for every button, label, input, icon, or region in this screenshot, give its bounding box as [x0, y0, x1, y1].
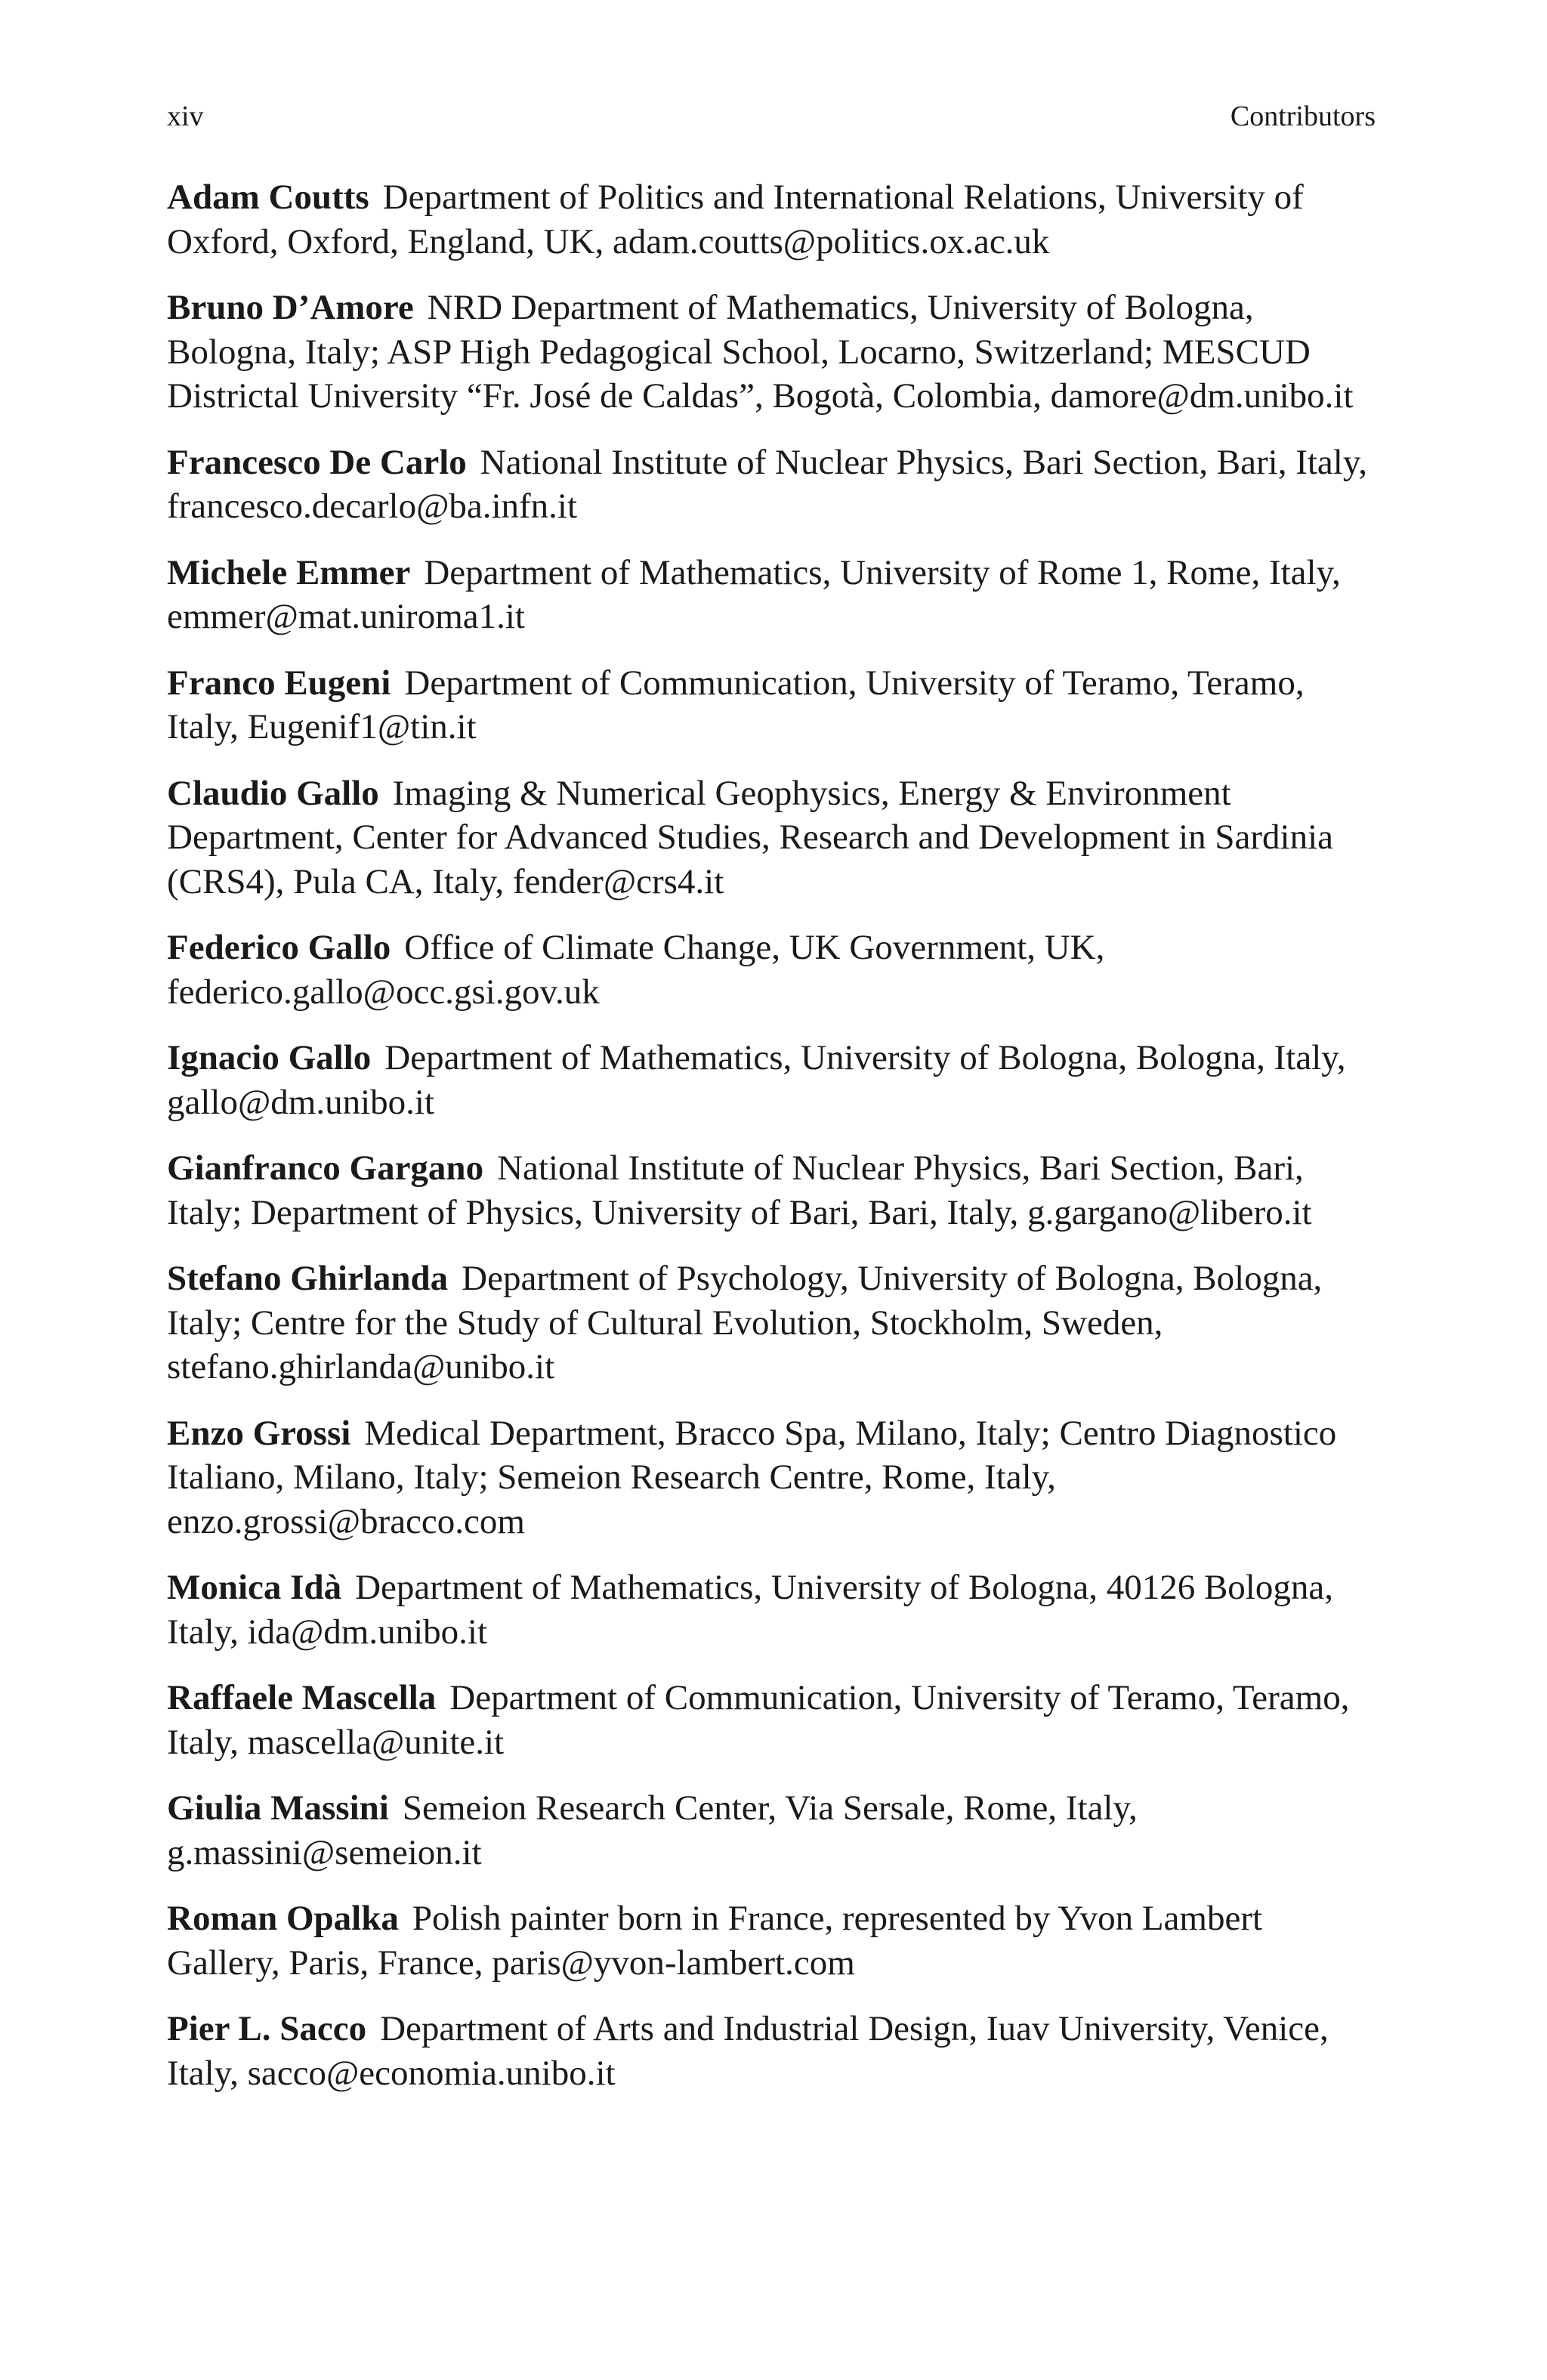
contributor-list — [167, 175, 1376, 2117]
contributor-entry — [167, 1036, 1376, 1124]
contributor-details: Semeion Research Center, Via Sersale, Rome, Italy, g.massini@semeion.it — [167, 1788, 1138, 1872]
contributor-entry — [167, 661, 1376, 750]
contributor-entry — [167, 551, 1376, 639]
contributor-details: Department of Mathematics, University of Bologna, Bologna, Italy, gallo@dm.unibo.it — [167, 1038, 1346, 1122]
contributor-name: Monica Idà — [167, 1568, 342, 1607]
contributor-details: Department of Communication, University of Teramo, Teramo, Italy, mascella@unite.it — [167, 1678, 1350, 1762]
contributor-details: Office of Climate Change, UK Government, UK, federico.gallo@occ.gsi.gov.uk — [167, 928, 1105, 1012]
contributor-name: Gianfranco Gargano — [167, 1148, 484, 1188]
contributor-name: Enzo Grossi — [167, 1413, 351, 1453]
contributor-details: Department of Communication, University of Teramo, Teramo, Italy, Eugenif1@tin.it — [167, 663, 1305, 746]
contributor-entry — [167, 1256, 1376, 1389]
contributor-entry — [167, 1786, 1376, 1875]
contributor-details: Department of Mathematics, University of Bologna, 40126 Bologna, Italy, ida@dm.unibo.it — [167, 1568, 1333, 1652]
contributor-entry — [167, 440, 1376, 529]
contributor-details: Polish painter born in France, represented by Yvon Lambert Gallery, Paris, France, paris@yvon-lambert.com — [167, 1899, 1263, 1983]
contributor-name: Giulia Massini — [167, 1788, 389, 1828]
contributor-entry — [167, 2007, 1376, 2095]
contributor-name: Raffaele Mascella — [167, 1678, 437, 1717]
contributor-entry — [167, 1146, 1376, 1235]
contributor-name: Bruno D’Amore — [167, 288, 414, 327]
contributor-name: Michele Emmer — [167, 552, 411, 592]
contributor-entry — [167, 926, 1376, 1014]
contributor-name: Claudio Gallo — [167, 773, 379, 813]
contributor-details: NRD Department of Mathematics, University of Bologna, Bologna, Italy; ASP High Pedagogical School, Locarno, Switzerland; MESCUD Districtal University “Fr. José de Caldas”, Bogotà, Colombia, damore@dm.unibo.it — [167, 288, 1354, 416]
contributor-name: Franco Eugeni — [167, 663, 391, 703]
contributor-entry — [167, 1676, 1376, 1764]
contributor-name: Stefano Ghirlanda — [167, 1259, 449, 1298]
contributor-details: Medical Department, Bracco Spa, Milano, Italy; Centro Diagnostico Italiano, Milano, Italy; Semeion Research Centre, Rome, Italy, enzo.grossi@bracco.com — [167, 1413, 1337, 1541]
contributor-name: Federico Gallo — [167, 928, 391, 967]
contributor-entry — [167, 286, 1376, 419]
contributor-name: Ignacio Gallo — [167, 1038, 372, 1077]
contributor-name: Adam Coutts — [167, 178, 369, 217]
contributor-entry — [167, 1896, 1376, 1985]
contributor-name: Roman Opalka — [167, 1899, 399, 1938]
page-number: xiv — [167, 100, 204, 132]
contributor-details: National Institute of Nuclear Physics, Bari Section, Bari, Italy, francesco.decarlo@ba.infn.it — [167, 442, 1368, 526]
contributor-entry — [167, 175, 1376, 264]
contributor-entry — [167, 1411, 1376, 1544]
contributor-details: National Institute of Nuclear Physics, Bari Section, Bari, Italy; Department of Physics, University of Bari, Bari, Italy, g.gargano@libero.it — [167, 1148, 1312, 1232]
contributor-name: Pier L. Sacco — [167, 2009, 367, 2048]
contributor-name: Francesco De Carlo — [167, 442, 467, 482]
page-header — [167, 97, 1376, 136]
contributor-entry — [167, 1566, 1376, 1654]
contributor-details: Department of Arts and Industrial Design, Iuav University, Venice, Italy, sacco@economia.unibo.it — [167, 2009, 1329, 2093]
contributor-entry — [167, 771, 1376, 904]
contributor-details: Department of Psychology, University of Bologna, Bologna, Italy; Centre for the Study of Cultural Evolution, Stockholm, Sweden, stefano.ghirlanda@unibo.it — [167, 1259, 1323, 1386]
contributor-details: Department of Politics and International Relations, University of Oxford, Oxford, England, UK, adam.coutts@politics.ox.ac.uk — [167, 178, 1304, 261]
contributor-details: Department of Mathematics, University of Rome 1, Rome, Italy, emmer@mat.uniroma1.it — [167, 552, 1341, 636]
running-head: Contributors — [1230, 100, 1376, 132]
contributor-details: Imaging & Numerical Geophysics, Energy & Environment Department, Center for Advanced Studies, Research and Development in Sardinia (CRS4), Pula CA, Italy, fender@crs4.it — [167, 773, 1334, 901]
